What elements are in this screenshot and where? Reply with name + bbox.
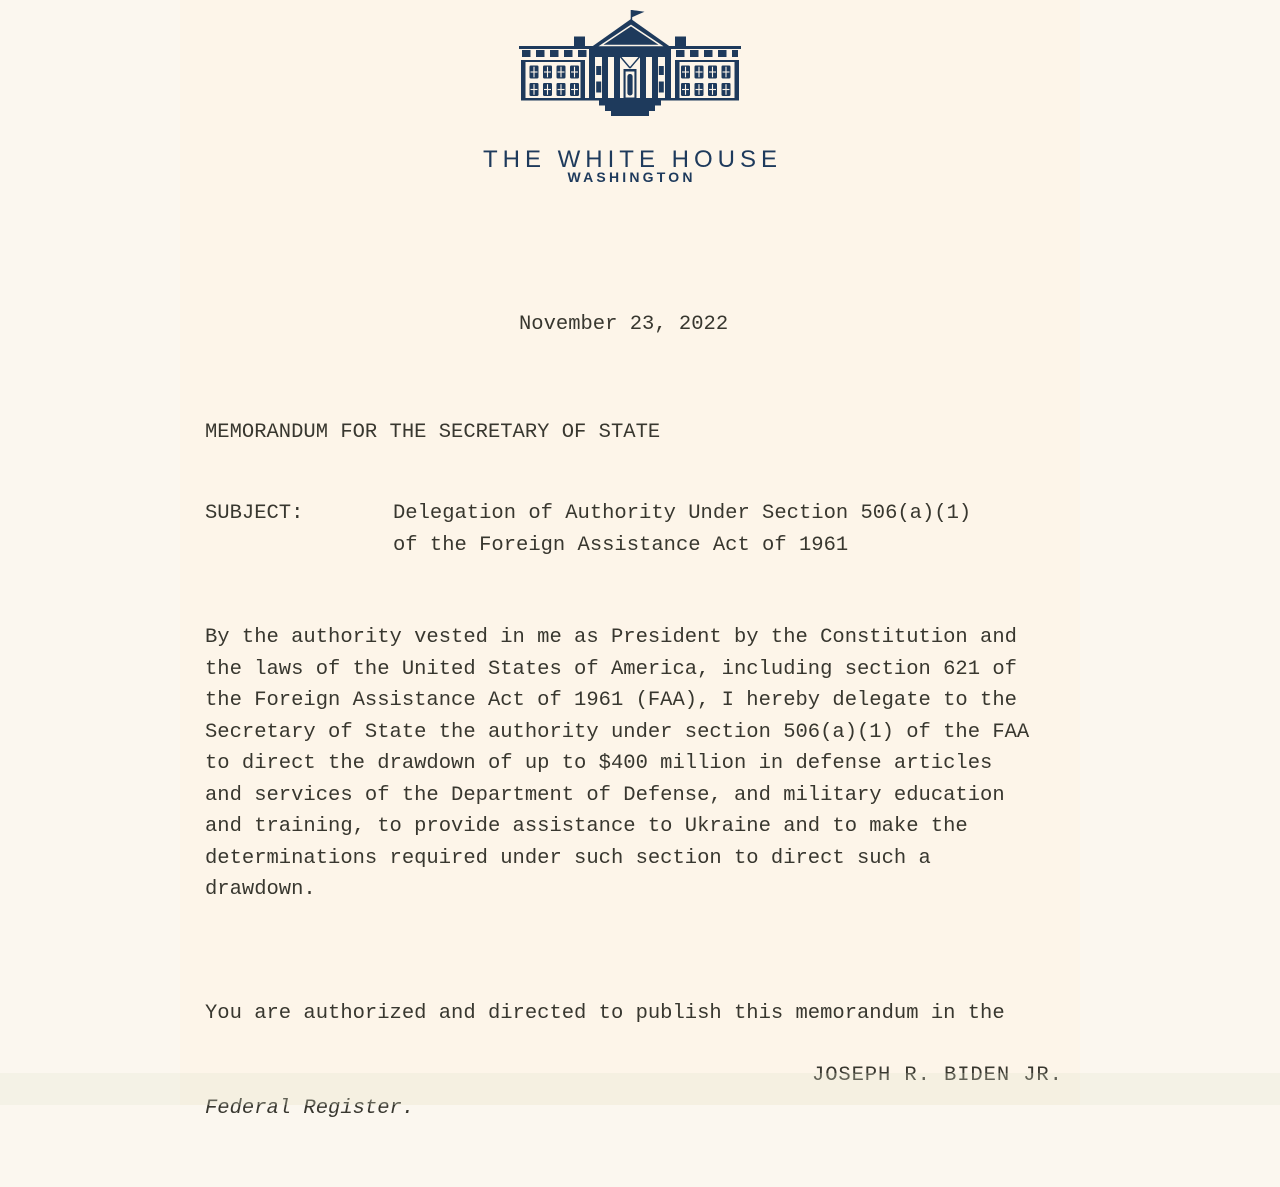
memo-page bbox=[180, 0, 1080, 1120]
white-house-logo-icon bbox=[515, 8, 745, 116]
text-line: and training, to provide assistance to Ukraine and to make the bbox=[205, 815, 968, 838]
signature-name: JOSEPH R. BIDEN JR. bbox=[812, 1064, 1063, 1087]
text-line: determinations required under such section to direct such a bbox=[205, 846, 931, 870]
text-line: to direct the drawdown of up to $400 million in defense articles bbox=[205, 752, 993, 775]
text-line: Delegation of Authority Under Section 506(a)(1) bbox=[393, 502, 972, 525]
memo-addressee: MEMORANDUM FOR THE SECRETARY OF STATE bbox=[205, 421, 661, 444]
federal-register-italic: Federal Register. bbox=[205, 1096, 415, 1120]
text-line: By the authority vested in me as President by the Constitution and bbox=[205, 626, 1017, 649]
text-line: of the Foreign Assistance Act of 1961 bbox=[393, 533, 849, 557]
subject-text bbox=[393, 498, 971, 561]
memo-body bbox=[205, 622, 1029, 906]
bottom-shade-band bbox=[0, 1073, 1280, 1105]
letterhead-title: THE WHITE HOUSE bbox=[482, 146, 782, 173]
letterhead-subtitle: WASHINGTON bbox=[567, 169, 696, 185]
text-line: and services of the Department of Defense, and military education bbox=[205, 783, 1005, 807]
text-line: Secretary of State the authority under section 506(a)(1) of the FAA bbox=[205, 720, 1030, 744]
subject-label: SUBJECT: bbox=[205, 502, 304, 525]
memo-date: November 23, 2022 bbox=[519, 313, 729, 336]
text-line: the Foreign Assistance Act of 1961 (FAA), I hereby delegate to the bbox=[205, 689, 1017, 712]
closing-line: You are authorized and directed to publish this memorandum in the bbox=[205, 1002, 1005, 1025]
text-line: the laws of the United States of America, including section 621 of bbox=[205, 657, 1017, 681]
text-line: drawdown. bbox=[205, 878, 316, 901]
